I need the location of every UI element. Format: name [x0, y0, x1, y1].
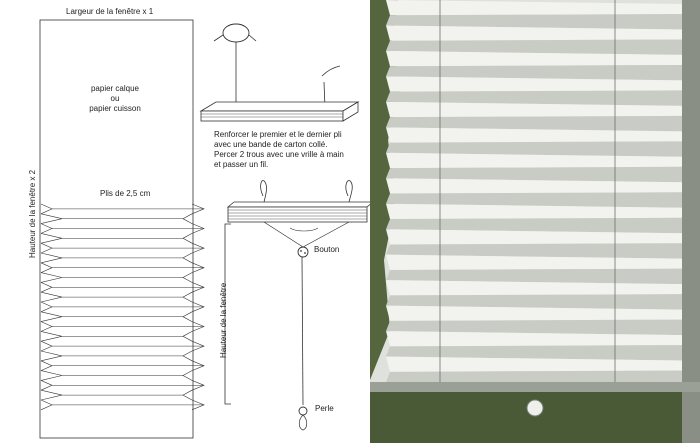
pleats	[386, 0, 682, 386]
instruction-line-4: et passer un fil.	[214, 160, 269, 169]
instruction-text	[214, 130, 344, 170]
pull-cords	[264, 222, 349, 247]
instruction-line-3: Percer 2 trous avec une vrille à main	[214, 150, 344, 159]
material-line-1: papier calque	[90, 84, 140, 93]
width-label: Largeur de la fenêtre x 1	[66, 7, 154, 16]
window-height-label: Hauteur de la fenêtre	[219, 282, 228, 358]
assembly-diagram	[195, 0, 370, 443]
long-pull-cord	[302, 257, 303, 405]
bead-tassel	[299, 415, 307, 430]
button-label: Bouton	[314, 245, 340, 254]
pleated-sheet-zigzag	[41, 204, 204, 410]
reinforced-pleat-stack	[201, 102, 358, 121]
material-line-3: papier cuisson	[89, 104, 141, 113]
thread-loop-left	[261, 180, 267, 202]
cord-bead	[527, 400, 543, 416]
window-sill	[370, 382, 700, 392]
button-icon	[298, 247, 308, 257]
blind-photo	[370, 0, 700, 443]
bead-icon	[299, 407, 307, 415]
bead-label: Perle	[315, 404, 334, 413]
material-text	[60, 84, 170, 114]
instruction-line-1: Renforcer le premier et le dernier pli	[214, 130, 342, 139]
thread-loop-right	[346, 180, 352, 202]
hanging-loop	[223, 24, 249, 42]
cord-crossing	[290, 228, 318, 231]
loop-tails	[214, 35, 256, 41]
folded-blind-stack	[228, 202, 370, 222]
window-frame-right	[682, 0, 700, 443]
pleat-size-label: Plis de 2,5 cm	[100, 189, 151, 198]
height-label: Hauteur de la fenêtre x 2	[28, 169, 37, 258]
instruction-line-2: avec une bande de carton collé.	[214, 140, 328, 149]
curved-guide-line	[322, 66, 340, 76]
material-line-2: ou	[110, 94, 120, 103]
